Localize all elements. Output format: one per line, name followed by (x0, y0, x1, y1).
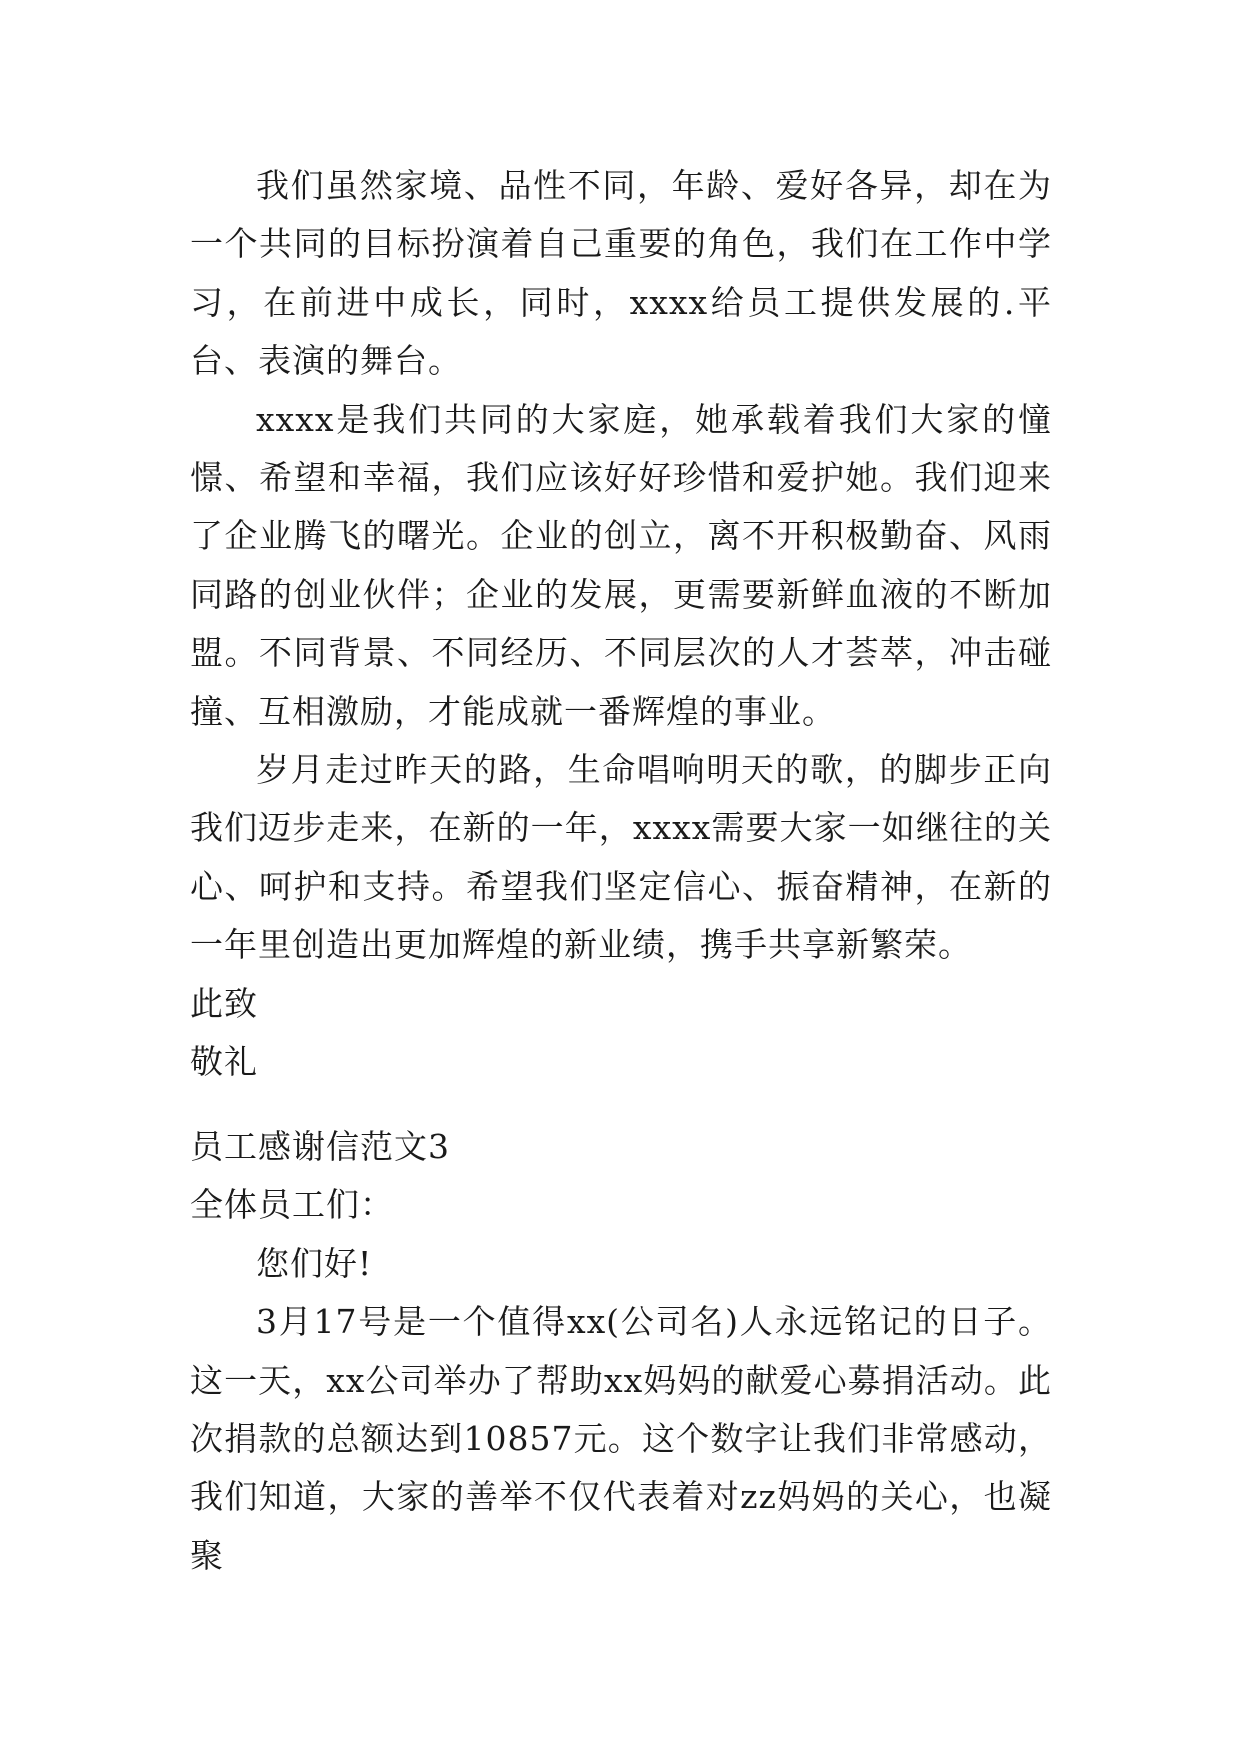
salutation: 全体员工们： (190, 1185, 394, 1225)
paragraph: 3月17号是一个值得xx(公司名)人永远铭记的日子。这一天，xx公司举办了帮助xx妈妈的献爱心募捐活动。此次捐款的总额达到10857元。这个数字让我们非常感动，我们知道，大家的善举不仅代表着对zz妈妈的关心，也凝聚 (190, 1302, 1052, 1575)
paragraph: xxxx是我们共同的大家庭，她承载着我们大家的憧憬、希望和幸福，我们应该好好珍惜和爱护她。我们迎来了企业腾飞的曙光。企业的创立，离不开积极勤奋、风雨同路的创业伙伴；企业的发展，更需要新鲜血液的不断加盟。不同背景、不同经历、不同层次的人才荟萃，冲击碰撞、互相激励，才能成就一番辉煌的事业。 (190, 399, 1052, 731)
paragraph: 我们虽然家境、品性不同，年龄、爱好各异，却在为一个共同的目标扮演着自己重要的角色，我们在工作中学习，在前进中成长，同时，xxxx给员工提供发展的.平台、表演的舞台。 (190, 166, 1052, 381)
closing-line-2: 敬礼 (190, 1042, 258, 1082)
letter-body (190, 157, 1052, 1092)
paragraph: 岁月走过昨天的路，生命唱响明天的歌，的脚步正向我们迈步走来，在新的一年，xxxx需要大家一如继往的关心、呵护和支持。希望我们坚定信心、振奋精神，在新的一年里创造出更加辉煌的新业绩，携手共享新繁荣。 (190, 750, 1052, 965)
greeting: 您们好! (256, 1243, 373, 1283)
next-letter (190, 1118, 1052, 1585)
section-title: 员工感谢信范文3 (190, 1127, 450, 1166)
closing-line-1: 此致 (190, 983, 258, 1023)
